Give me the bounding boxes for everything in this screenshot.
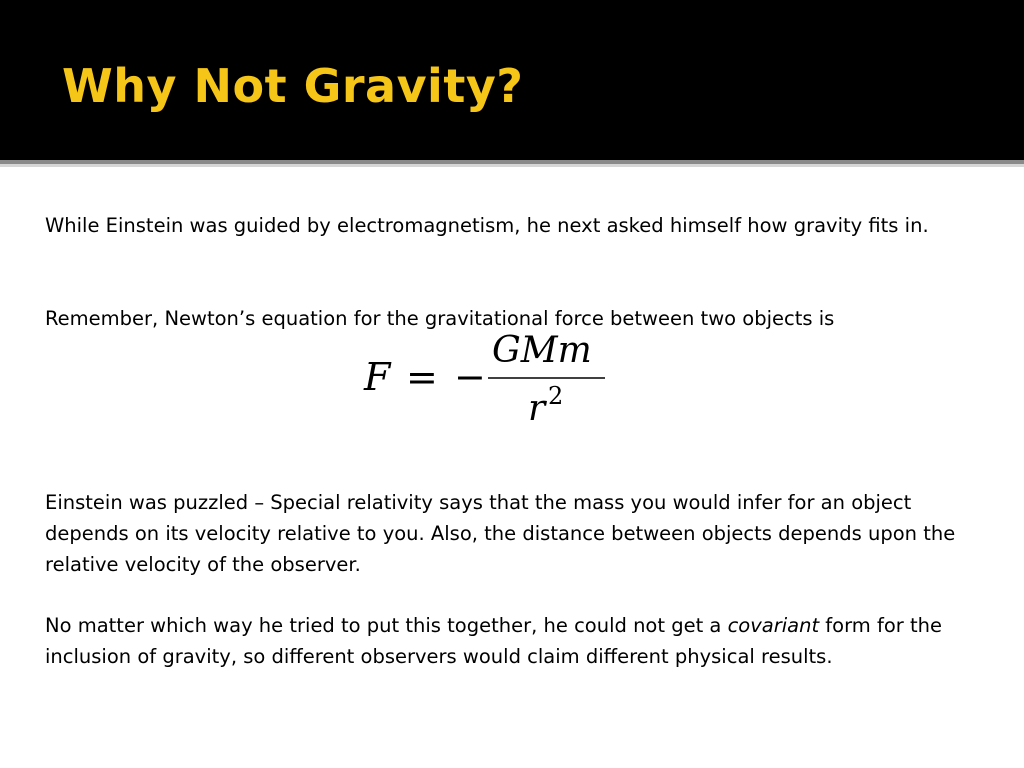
paragraph-newton-equation-intro: Remember, Newton’s equation for the gravitational force between two objects is (45, 307, 835, 330)
equation-minus: − (454, 355, 486, 399)
equation-numerator: GMm (492, 330, 592, 371)
equation-equals: = (406, 355, 438, 399)
equation-graphic (360, 330, 610, 430)
paragraph-covariant (45, 610, 990, 672)
paragraph-covariant-part1: No matter which way he tried to put this together, he could not get a (45, 614, 728, 637)
title-divider-highlight (0, 164, 1024, 167)
paragraph-covariant-part2: form for the inclusion of gravity, so different observers would claim different physical results. (45, 614, 942, 668)
equation-lhs: F (364, 355, 391, 399)
equation-denominator: r (528, 388, 546, 429)
covariant-emphasis: covariant (727, 614, 820, 637)
slide-title: Why Not Gravity? (62, 59, 524, 113)
newton-gravity-equation (360, 330, 610, 430)
equation-exponent: 2 (548, 382, 564, 410)
title-bar (0, 0, 1024, 160)
paragraph-electromagnetism: While Einstein was guided by electromagnetism, he next asked himself how gravity fits in. (45, 214, 929, 237)
paragraph-special-relativity: Einstein was puzzled – Special relativity says that the mass you would infer for an object depends on its velocity relative to you. Also, the distance between objects depends upon the relative velocity of the observer. (45, 491, 956, 576)
